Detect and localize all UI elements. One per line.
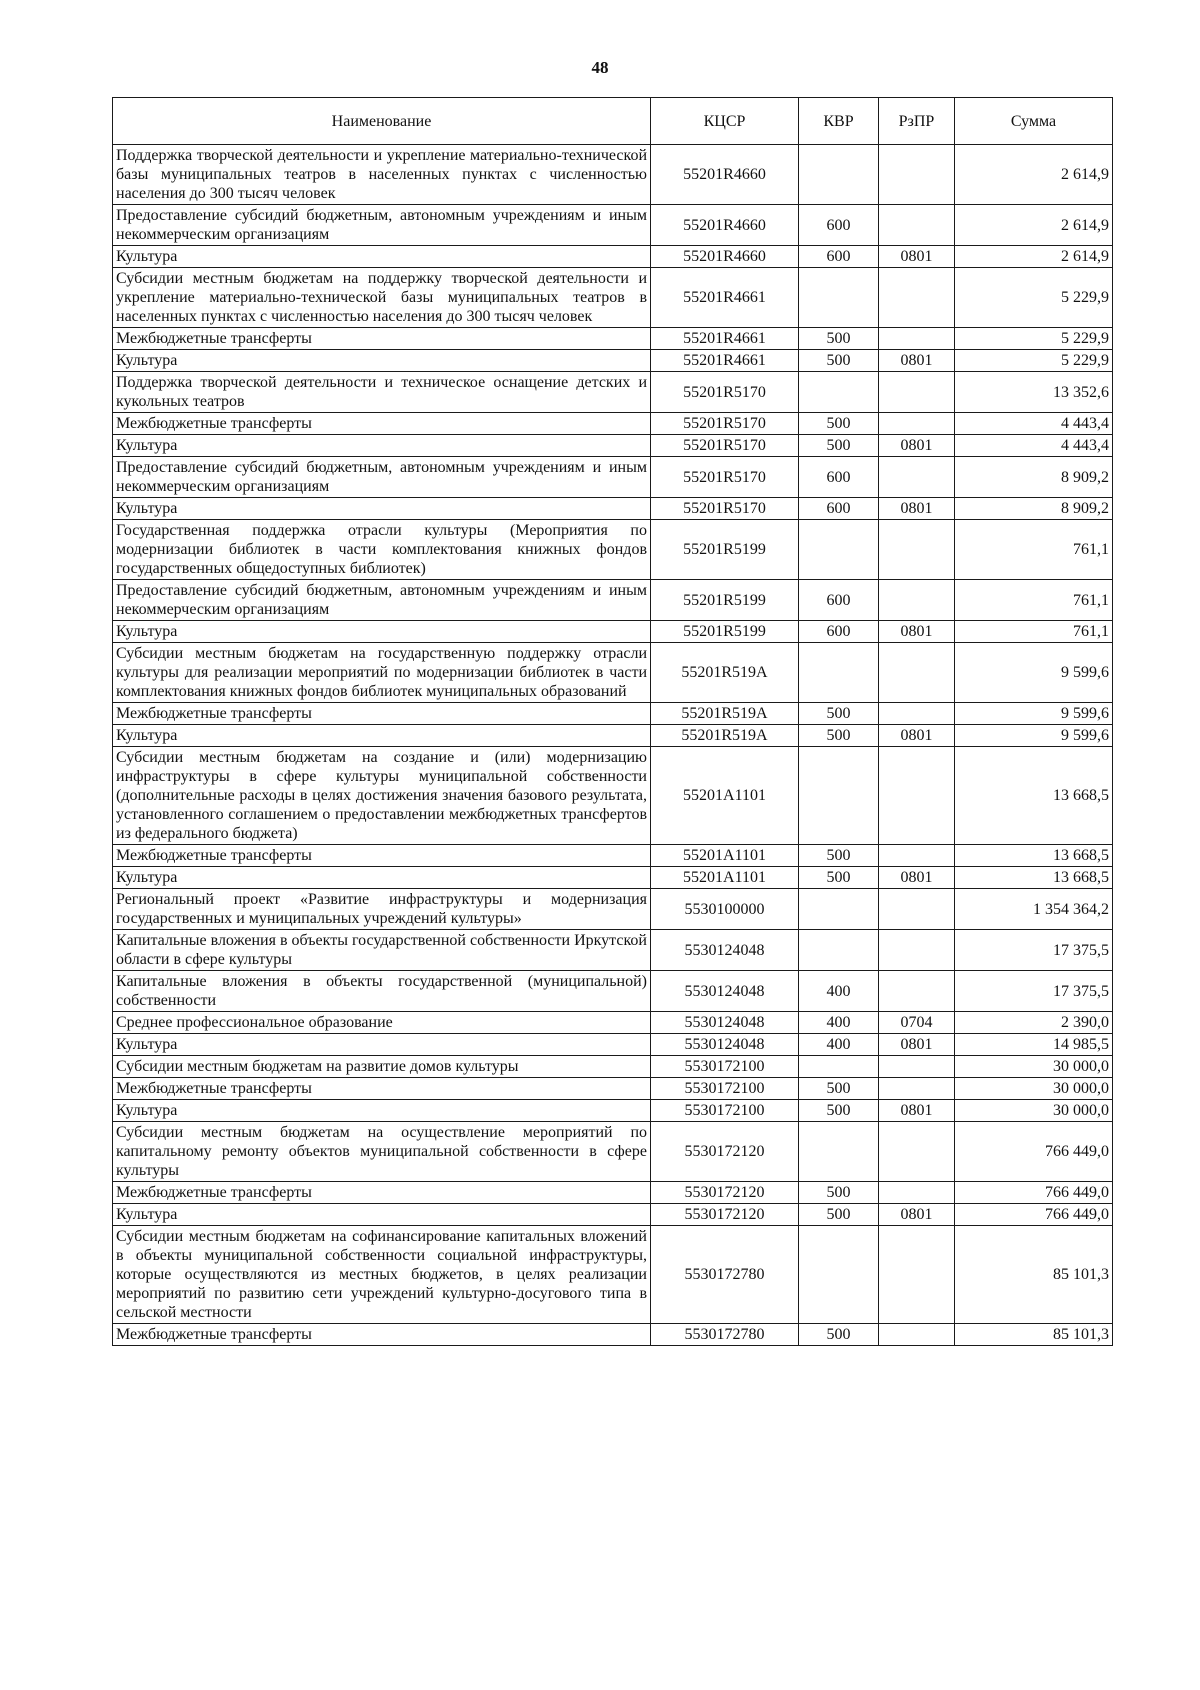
table-row	[113, 457, 1113, 498]
cell-sum: 761,1	[955, 580, 1113, 621]
cell-kcsr: 55201R5170	[651, 435, 799, 457]
table-row	[113, 621, 1113, 643]
cell-kvr	[799, 1226, 879, 1324]
cell-sum: 30 000,0	[955, 1056, 1113, 1078]
cell-kcsr: 5530172780	[651, 1324, 799, 1346]
cell-sum: 85 101,3	[955, 1226, 1113, 1324]
cell-sum: 2 614,9	[955, 145, 1113, 205]
cell-sum: 5 229,9	[955, 328, 1113, 350]
cell-name: Межбюджетные трансферты	[113, 703, 651, 725]
cell-sum: 4 443,4	[955, 413, 1113, 435]
table-row	[113, 930, 1113, 971]
cell-kcsr: 55201A1101	[651, 747, 799, 845]
cell-sum: 761,1	[955, 621, 1113, 643]
cell-rzpr: 0801	[879, 246, 955, 268]
cell-kvr: 500	[799, 703, 879, 725]
cell-kcsr: 5530100000	[651, 889, 799, 930]
table-row	[113, 328, 1113, 350]
cell-rzpr: 0801	[879, 435, 955, 457]
cell-kcsr: 5530172120	[651, 1122, 799, 1182]
cell-name: Культура	[113, 435, 651, 457]
cell-rzpr	[879, 1226, 955, 1324]
cell-sum: 30 000,0	[955, 1100, 1113, 1122]
cell-kcsr: 5530172120	[651, 1204, 799, 1226]
cell-kcsr: 5530124048	[651, 930, 799, 971]
cell-kcsr: 55201R519A	[651, 643, 799, 703]
table-row	[113, 520, 1113, 580]
cell-kvr	[799, 268, 879, 328]
cell-rzpr	[879, 1324, 955, 1346]
cell-kvr: 500	[799, 435, 879, 457]
cell-kvr: 600	[799, 457, 879, 498]
cell-kvr	[799, 520, 879, 580]
cell-kcsr: 55201R4661	[651, 350, 799, 372]
cell-rzpr	[879, 930, 955, 971]
cell-rzpr: 0801	[879, 498, 955, 520]
table-row	[113, 1204, 1113, 1226]
cell-rzpr	[879, 971, 955, 1012]
cell-kvr: 500	[799, 1078, 879, 1100]
cell-name: Поддержка творческой деятельности и укрепление материально-технической базы муниципальных театров в населенных пунктах с численностью населения до 300 тысяч человек	[113, 145, 651, 205]
table-row	[113, 1100, 1113, 1122]
cell-name: Субсидии местным бюджетам на создание и (или) модернизацию инфраструктуры в сфере культуры муниципальной собственности (дополнительные расходы в целях достижения значения базового результата, установленного соглашением о предоставлении межбюджетных трансфертов из федерального бюджета)	[113, 747, 651, 845]
cell-rzpr: 0801	[879, 1100, 955, 1122]
cell-rzpr: 0801	[879, 350, 955, 372]
cell-kvr: 600	[799, 580, 879, 621]
table-row	[113, 845, 1113, 867]
cell-rzpr	[879, 328, 955, 350]
cell-name: Культура	[113, 1204, 651, 1226]
cell-kvr: 400	[799, 1012, 879, 1034]
cell-name: Культура	[113, 867, 651, 889]
cell-sum: 1 354 364,2	[955, 889, 1113, 930]
cell-sum: 8 909,2	[955, 498, 1113, 520]
cell-kvr: 500	[799, 1100, 879, 1122]
cell-sum: 13 668,5	[955, 747, 1113, 845]
cell-kcsr: 5530172780	[651, 1226, 799, 1324]
table-row	[113, 1078, 1113, 1100]
cell-name: Культура	[113, 1100, 651, 1122]
budget-table	[112, 97, 1113, 1346]
table-row	[113, 1012, 1113, 1034]
cell-rzpr	[879, 520, 955, 580]
cell-rzpr	[879, 889, 955, 930]
page-number: 48	[591, 58, 609, 77]
table-row	[113, 246, 1113, 268]
cell-kcsr: 55201R519A	[651, 703, 799, 725]
table-row	[113, 350, 1113, 372]
cell-name: Государственная поддержка отрасли культуры (Мероприятия по модернизации библиотек в части комплектования книжных фондов государственных общедоступных библиотек)	[113, 520, 651, 580]
table-row	[113, 1324, 1113, 1346]
table-header-row	[113, 98, 1113, 145]
table-row	[113, 205, 1113, 246]
cell-kcsr: 55201R4661	[651, 268, 799, 328]
cell-sum: 9 599,6	[955, 643, 1113, 703]
header-sum: Сумма	[955, 98, 1113, 145]
cell-rzpr	[879, 205, 955, 246]
table-row	[113, 268, 1113, 328]
cell-kcsr: 55201R5170	[651, 372, 799, 413]
cell-rzpr	[879, 268, 955, 328]
cell-name: Межбюджетные трансферты	[113, 328, 651, 350]
table-row	[113, 889, 1113, 930]
cell-kcsr: 55201R5170	[651, 457, 799, 498]
table-row	[113, 435, 1113, 457]
cell-name: Капитальные вложения в объекты государственной собственности Иркутской области в сфере культуры	[113, 930, 651, 971]
cell-kvr: 400	[799, 971, 879, 1012]
cell-name: Предоставление субсидий бюджетным, автономным учреждениям и иным некоммерческим организациям	[113, 205, 651, 246]
cell-name: Региональный проект «Развитие инфраструктуры и модернизация государственных и муниципальных учреждений культуры»	[113, 889, 651, 930]
cell-kvr: 500	[799, 1182, 879, 1204]
cell-kcsr: 5530124048	[651, 971, 799, 1012]
table-row	[113, 1182, 1113, 1204]
table-row	[113, 413, 1113, 435]
cell-sum: 766 449,0	[955, 1122, 1113, 1182]
cell-kvr: 500	[799, 1324, 879, 1346]
cell-rzpr	[879, 703, 955, 725]
cell-rzpr	[879, 372, 955, 413]
cell-kcsr: 5530172100	[651, 1100, 799, 1122]
cell-rzpr: 0801	[879, 1204, 955, 1226]
cell-name: Субсидии местным бюджетам на развитие домов культуры	[113, 1056, 651, 1078]
cell-name: Субсидии местным бюджетам на государственную поддержку отрасли культуры для реализации мероприятий по модернизации библиотек в части комплектования книжных фондов библиотек муниципальных образований	[113, 643, 651, 703]
cell-kcsr: 5530124048	[651, 1012, 799, 1034]
cell-rzpr	[879, 747, 955, 845]
cell-name: Межбюджетные трансферты	[113, 845, 651, 867]
cell-sum: 13 352,6	[955, 372, 1113, 413]
table-row	[113, 1034, 1113, 1056]
cell-kcsr: 55201R4660	[651, 205, 799, 246]
table-row	[113, 498, 1113, 520]
header-kvr: КВР	[799, 98, 879, 145]
cell-kcsr: 55201R5199	[651, 621, 799, 643]
cell-sum: 4 443,4	[955, 435, 1113, 457]
header-name: Наименование	[113, 98, 651, 145]
cell-name: Межбюджетные трансферты	[113, 413, 651, 435]
cell-name: Капитальные вложения в объекты государственной (муниципальной) собственности	[113, 971, 651, 1012]
cell-rzpr	[879, 845, 955, 867]
cell-kcsr: 5530172100	[651, 1056, 799, 1078]
cell-sum: 5 229,9	[955, 268, 1113, 328]
header-kcsr: КЦСР	[651, 98, 799, 145]
cell-sum: 13 668,5	[955, 845, 1113, 867]
cell-kcsr: 55201A1101	[651, 867, 799, 889]
cell-sum: 766 449,0	[955, 1182, 1113, 1204]
table-row	[113, 1122, 1113, 1182]
cell-sum: 17 375,5	[955, 930, 1113, 971]
cell-rzpr	[879, 145, 955, 205]
cell-name: Субсидии местным бюджетам на поддержку творческой деятельности и укрепление материально-технической базы муниципальных театров в населенных пунктах с численностью населения до 300 тысяч человек	[113, 268, 651, 328]
cell-rzpr: 0801	[879, 867, 955, 889]
cell-name: Культура	[113, 246, 651, 268]
cell-kvr: 600	[799, 621, 879, 643]
cell-name: Культура	[113, 498, 651, 520]
cell-name: Поддержка творческой деятельности и техническое оснащение детских и кукольных театров	[113, 372, 651, 413]
cell-sum: 2 390,0	[955, 1012, 1113, 1034]
table-row	[113, 747, 1113, 845]
cell-kvr	[799, 930, 879, 971]
cell-rzpr	[879, 457, 955, 498]
table-row	[113, 867, 1113, 889]
cell-kvr: 600	[799, 246, 879, 268]
cell-kvr: 500	[799, 845, 879, 867]
cell-sum: 85 101,3	[955, 1324, 1113, 1346]
cell-kvr	[799, 889, 879, 930]
cell-kvr: 500	[799, 1204, 879, 1226]
cell-rzpr: 0801	[879, 725, 955, 747]
table-row	[113, 1056, 1113, 1078]
cell-kvr	[799, 372, 879, 413]
cell-name: Культура	[113, 725, 651, 747]
cell-kcsr: 55201R4661	[651, 328, 799, 350]
cell-sum: 5 229,9	[955, 350, 1113, 372]
cell-name: Культура	[113, 350, 651, 372]
cell-name: Межбюджетные трансферты	[113, 1182, 651, 1204]
cell-sum: 9 599,6	[955, 725, 1113, 747]
table-row	[113, 725, 1113, 747]
cell-kvr	[799, 1056, 879, 1078]
cell-kcsr: 55201R4660	[651, 246, 799, 268]
cell-sum: 8 909,2	[955, 457, 1113, 498]
cell-kvr: 500	[799, 413, 879, 435]
cell-kcsr: 55201R5170	[651, 498, 799, 520]
cell-sum: 14 985,5	[955, 1034, 1113, 1056]
cell-sum: 17 375,5	[955, 971, 1113, 1012]
cell-kvr: 500	[799, 867, 879, 889]
cell-rzpr: 0704	[879, 1012, 955, 1034]
cell-sum: 9 599,6	[955, 703, 1113, 725]
cell-rzpr	[879, 1056, 955, 1078]
table-row	[113, 971, 1113, 1012]
cell-kcsr: 55201A1101	[651, 845, 799, 867]
table-row	[113, 643, 1113, 703]
cell-kcsr: 55201R519A	[651, 725, 799, 747]
cell-rzpr	[879, 1122, 955, 1182]
cell-rzpr: 0801	[879, 621, 955, 643]
cell-kvr: 400	[799, 1034, 879, 1056]
cell-name: Культура	[113, 621, 651, 643]
cell-kcsr: 55201R5170	[651, 413, 799, 435]
cell-sum: 13 668,5	[955, 867, 1113, 889]
cell-name: Межбюджетные трансферты	[113, 1078, 651, 1100]
cell-kvr	[799, 1122, 879, 1182]
cell-kvr: 600	[799, 498, 879, 520]
cell-rzpr	[879, 643, 955, 703]
cell-name: Среднее профессиональное образование	[113, 1012, 651, 1034]
cell-name: Межбюджетные трансферты	[113, 1324, 651, 1346]
table-row	[113, 703, 1113, 725]
cell-sum: 766 449,0	[955, 1204, 1113, 1226]
cell-rzpr: 0801	[879, 1034, 955, 1056]
cell-name: Культура	[113, 1034, 651, 1056]
cell-name: Предоставление субсидий бюджетным, автономным учреждениям и иным некоммерческим организациям	[113, 580, 651, 621]
cell-kvr	[799, 145, 879, 205]
cell-kvr	[799, 747, 879, 845]
cell-kvr: 500	[799, 725, 879, 747]
cell-name: Субсидии местным бюджетам на софинансирование капитальных вложений в объекты муниципальной собственности социальной инфраструктуры, которые осуществляются из местных бюджетов, в целях реализации мероприятий по развитию сети учреждений культурно-досугового типа в сельской местности	[113, 1226, 651, 1324]
cell-sum: 2 614,9	[955, 246, 1113, 268]
cell-kcsr: 55201R5199	[651, 580, 799, 621]
table-row	[113, 1226, 1113, 1324]
header-rzpr: РзПР	[879, 98, 955, 145]
cell-sum: 30 000,0	[955, 1078, 1113, 1100]
cell-kcsr: 55201R4660	[651, 145, 799, 205]
table-row	[113, 372, 1113, 413]
cell-sum: 2 614,9	[955, 205, 1113, 246]
table-row	[113, 145, 1113, 205]
cell-kvr: 600	[799, 205, 879, 246]
table-body	[113, 145, 1113, 1346]
cell-kcsr: 5530124048	[651, 1034, 799, 1056]
cell-rzpr	[879, 1182, 955, 1204]
cell-kvr: 500	[799, 350, 879, 372]
cell-kcsr: 5530172100	[651, 1078, 799, 1100]
cell-kcsr: 55201R5199	[651, 520, 799, 580]
cell-kcsr: 5530172120	[651, 1182, 799, 1204]
cell-kvr: 500	[799, 328, 879, 350]
table-row	[113, 580, 1113, 621]
cell-kvr	[799, 643, 879, 703]
cell-rzpr	[879, 1078, 955, 1100]
cell-rzpr	[879, 413, 955, 435]
cell-rzpr	[879, 580, 955, 621]
cell-name: Субсидии местным бюджетам на осуществление мероприятий по капитальному ремонту объектов муниципальной собственности в сфере культуры	[113, 1122, 651, 1182]
cell-name: Предоставление субсидий бюджетным, автономным учреждениям и иным некоммерческим организациям	[113, 457, 651, 498]
cell-sum: 761,1	[955, 520, 1113, 580]
